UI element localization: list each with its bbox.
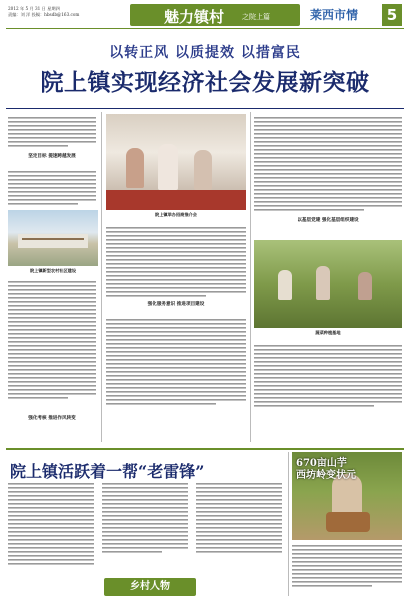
issue-date: 2012 年 5 月 31 日 星期四 [8, 6, 60, 11]
subheading-1: 坚定目标 提速跨越发展 [28, 154, 76, 159]
field-photo [254, 240, 402, 328]
text-lines [8, 116, 96, 152]
masthead-subtitle: 之院上篇 [242, 13, 270, 21]
headline-rule [6, 108, 404, 109]
header-rule [6, 28, 404, 29]
lower-headline: 院上镇活跃着一帮“老雷锋” [10, 462, 205, 481]
newspaper-page [6, 4, 404, 596]
section-rule [6, 448, 404, 450]
masthead-title: 魅力镇村 [164, 8, 225, 26]
subheading-4: 强化考核 推进作风转变 [28, 416, 76, 421]
masthead-banner [130, 4, 300, 26]
photo-caption-1: 院上镇举办招商推介会 [155, 212, 197, 217]
text-lines [254, 344, 402, 418]
subheading-3: 以基层党建 强化基层组织建设 [297, 218, 359, 223]
text-lines [254, 116, 402, 216]
issue-meta [8, 6, 128, 18]
text-lines [292, 544, 402, 594]
column-divider [250, 112, 251, 442]
column-badge: 乡村人物 [104, 578, 196, 596]
section-name: 莱西市情 [310, 8, 359, 22]
harvest-photo [292, 452, 402, 540]
photo-caption-overlay: 670亩山芋 西坊岭变状元 [296, 458, 356, 481]
event-photo [106, 114, 246, 210]
main-headline: 院上镇实现经济社会发展新突破 [40, 69, 370, 96]
photo-caption-2: 院上镇新型农村社区建设 [29, 268, 77, 273]
text-lines [8, 280, 96, 412]
page-header [6, 4, 404, 30]
photo-caption-3: 蔬菜种植基地 [315, 330, 341, 335]
subheading-2: 强化服务意识 推进项目建设 [147, 302, 205, 307]
headline-kicker: 以转正风 以质提效 以措富民 [109, 45, 301, 61]
issue-editor: 责编：刘 洋 投稿：hbsdb@163.com [8, 12, 80, 17]
town-photo [8, 210, 98, 266]
column-divider [101, 112, 102, 442]
page-number: 5 [382, 4, 402, 26]
column-divider [288, 452, 289, 596]
text-lines [106, 318, 246, 414]
text-lines [8, 482, 284, 574]
